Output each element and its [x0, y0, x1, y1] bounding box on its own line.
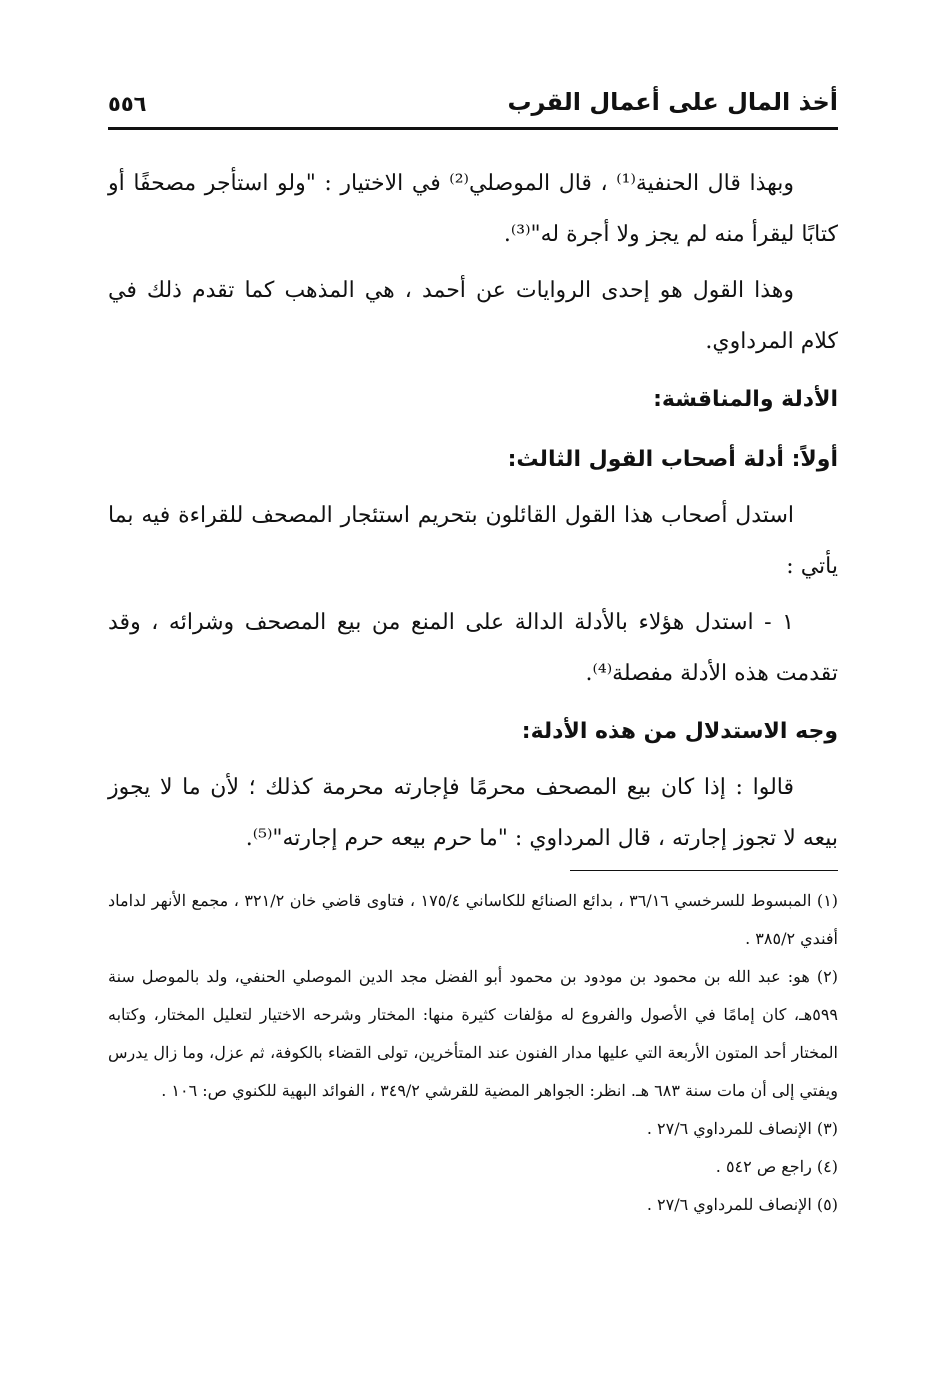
paragraph-ahmad-narration: وهذا القول هو إحدى الروايات عن أحمد ، هي المذهب كما تقدم ذلك في كلام المرداوي.: [108, 278, 838, 354]
footnote-5: (٥) الإنصاف للمرداوي ٢٧/٦ .: [646, 1195, 838, 1214]
paragraph-argument-intro: استدل أصحاب هذا القول القائلون بتحريم استئجار المصحف للقراءة فيه بما يأتي :: [108, 503, 838, 579]
footnote-1: (١) المبسوط للسرخسي ٣٦/١٦ ، بدائع الصنائع للكاساني ١٧٥/٤ ، فتاوى قاضي خان ٣٢١/٢ ، مجمع الأنهر لداماد أفندي ٣٨٥/٢ .: [108, 891, 839, 948]
header-rule: [108, 127, 838, 130]
subsection-heading-third-view: أولاً: أدلة أصحاب القول الثالث:: [507, 447, 838, 472]
footnote-separator: [570, 870, 838, 871]
running-header: [108, 88, 838, 116]
page-number: ٥٥٦: [108, 92, 147, 116]
subsection-heading-inference: وجه الاستدلال من هذه الأدلة:: [521, 719, 838, 744]
paragraph-hanafi-view: وبهذا قال الحنفية⁽¹⁾ ، قال الموصلي⁽²⁾ في الاختيار : "ولو استأجر مصحفًا أو كتابًا ليقرأ منه لم يجز ولا أجرة له"⁽³⁾.: [108, 171, 838, 247]
running-title: أخذ المال على أعمال القرب: [507, 88, 838, 116]
footnotes: [108, 882, 838, 1224]
footnote-2: (٢) هو: عبد الله بن محمود بن مودود بن محمود أبو الفضل مجد الدين الموصلي الحنفي، ولد بالموصل سنة ٥٩٩هـ، كان إمامًا في الأصول والفروع له مؤلفات كثيرة منها: المختار وشرحه الاختيار لتعليل المختار، وكتابه المختار أحد المتون الأربعة التي عليها مدار الفنون عند المتأخرين، تولى القضاء بالكوفة، ثم عزل، وما زال يدرس ويفتي إلى أن مات سنة ٦٨٣ هـ. انظر: الجواهر المضية للقرشي ٣٤٩/٢ ، الفوائد البهية للكنوي ص: ١٠٦ .: [108, 967, 838, 1100]
footnote-3: (٣) الإنصاف للمرداوي ٢٧/٦ .: [646, 1119, 838, 1138]
section-heading-evidence: الأدلة والمناقشة:: [653, 387, 838, 412]
footnote-4: (٤) راجع ص ٥٤٢ .: [715, 1157, 838, 1176]
paragraph-inference: قالوا : إذا كان بيع المصحف محرمًا فإجارته محرمة كذلك ؛ لأن ما لا يجوز بيعه لا تجوز إجارته ، قال المرداوي : "ما حرم بيعه حرم إجارته"⁽⁵⁾.: [108, 775, 838, 851]
main-text: [108, 158, 838, 869]
paragraph-argument-one: ١ - استدل هؤلاء بالأدلة الدالة على المنع من بيع المصحف وشرائه ، وقد تقدمت هذه الأدلة مفصلة⁽⁴⁾.: [108, 610, 838, 686]
